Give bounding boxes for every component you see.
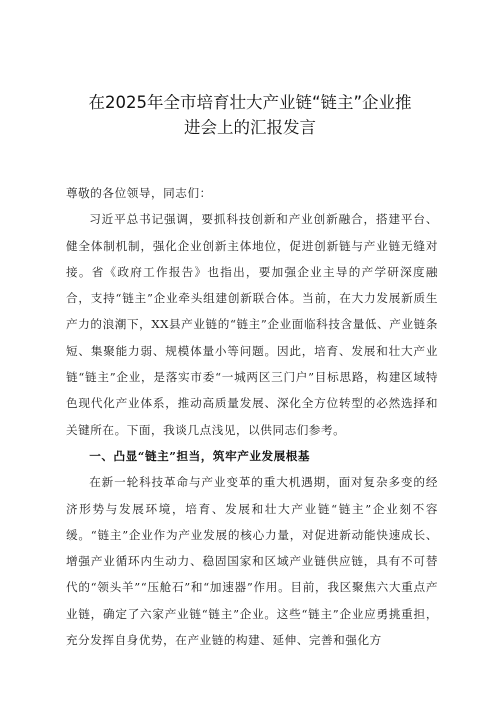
- paragraph-section-1: 在新一轮科技革命与产业变革的重大机遇期，面对复杂多变的经济形势与发展环境，培育、发展和壮大产业链“链主”企业刻不容缓。“链主”企业作为产业发展的核心力量，对促进新动能快速成长、增强产业循环内生动力、稳固国家和区域产业链供应链，具有不可替代的“领头羊”“压舱石”和“加速器”作用。目前，我区聚焦六大重点产业链，确定了六家产业链“链主”企业。这些“链主”企业应勇挑重担，充分发挥自身优势，在产业链的构建、延伸、完善和强化方: [66, 475, 438, 648]
- paragraph-intro: 习近平总书记强调，要抓科技创新和产业创新融合，搭建平台、健全体制机制，强化企业创新主体地位，促进创新链与产业链无缝对接。省《政府工作报告》也指出，要加强企业主导的产学研深度融合，支持“链主”企业牵头组建创新联合体。当前，在大力发展新质生产力的浪潮下，XX县产业链的“链主”企业面临科技含量低、产业链条短、集聚能力弱、规模体量小等问题。因此，培育、发展和壮大产业链“链主”企业，是落实市委“一城两区三门户”目标思路，构建区域特色现代化产业体系，推动高质量发展、深化全方位转型的必然选择和关键所在。下面，我谈几点浅见，以供同志们参考。: [66, 212, 438, 437]
- document-body: [66, 180, 438, 653]
- section-heading-1: 一、凸显“链主”担当，筑牢产业发展根基: [89, 448, 311, 463]
- title-line-2: 进会上的汇报发言: [184, 118, 316, 137]
- greeting: 尊敬的各位领导，同志们：: [66, 186, 212, 200]
- title-line-1: 在2025年全市培育壮大产业链“链主”企业推: [88, 93, 412, 112]
- document-title: [40, 90, 460, 140]
